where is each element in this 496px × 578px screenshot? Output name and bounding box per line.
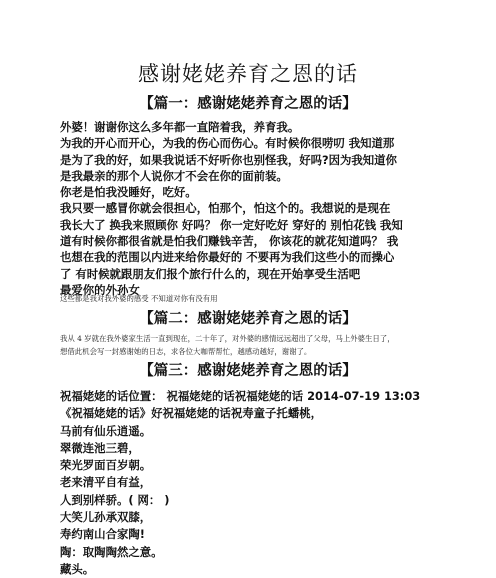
section-1-note: 这些都是我对我外婆的感受 不知道对你有没有用	[60, 294, 218, 303]
section-1-line: 你老是怕我没睡好，吃好。	[60, 185, 197, 200]
section-2-line: 我从 4 岁就在我外婆家生活一直到现在，二十年了，对外婆的感情远远超出了父母，马上外婆生日了，	[60, 334, 395, 343]
section-2-heading: 【篇二：感谢姥姥养育之恩的话】	[139, 310, 357, 327]
section-1-line: 最爱你的外孙女	[60, 282, 140, 297]
section-3-line: 寿约南山合家陶!	[60, 527, 145, 542]
section-1-line: 外婆！谢谢你这么多年都一直陪着我，养育我。	[60, 120, 300, 134]
section-3-line: 祝福姥姥的话位置： 祝福姥姥的话祝福姥姥的话 2014-07-19 13:03	[60, 389, 421, 403]
document-title: 感谢姥姥养育之恩的话	[138, 62, 358, 86]
section-3-line: 《祝福姥姥的话》好祝福姥姥的话祝寿童子托蟠桃，	[60, 406, 322, 421]
section-3-line: 人到别样骄。( 网： )	[60, 492, 170, 507]
section-1-body	[60, 119, 438, 298]
section-3-line: 老来清平自有益，	[60, 475, 152, 490]
section-3-line: 大笑儿孙承双膝，	[60, 510, 152, 525]
section-1-line: 道有时候你都很省就是怕我们赚钱辛苦， 你该花的就花知道吗？ 我	[60, 234, 399, 249]
section-1-line: 我长大了 换我来照顾你 好吗？ 你一定好吃好 穿好的 别怕花钱 我知	[60, 217, 403, 232]
section-3-line: 荣光罗面百岁朝。	[60, 458, 152, 473]
section-3-heading: 【篇三：感谢姥姥养育之恩的话】	[139, 362, 357, 379]
section-3-line: 陶：取陶陶然之意。	[60, 544, 163, 559]
section-1-line: 是为了我的好，如果我说话不好听你也别怪我，好吗?因为我知道你	[60, 152, 397, 167]
section-2-line: 想借此机会写一封感谢她的日志，求各位大咖帮帮忙，越感动越好，谢谢了。	[60, 347, 312, 356]
section-3-line: 马前有仙乐逍遥。	[60, 423, 152, 438]
section-3-body	[60, 388, 438, 578]
section-2-body	[60, 332, 438, 358]
section-1-line: 了 有时候就跟朋友们报个旅行什么的，现在开始享受生活吧	[60, 266, 361, 281]
section-1-line: 为我的开心而开心，为我的伤心而伤心。有时候你很唠叨 我知道那	[60, 136, 395, 151]
section-3-line: 翠微连池三碧，	[60, 440, 140, 455]
section-1-line: 也想在我的范围以内进来给你最好的 不要再为我们这些小的而操心	[60, 250, 395, 265]
section-1-line: 是我最亲的那个人说你才不会在你的面前装。	[60, 168, 288, 183]
section-3-line: 藏头。	[60, 561, 95, 576]
section-1-heading: 【篇一：感谢姥姥养育之恩的话】	[139, 95, 357, 112]
section-1-line: 我只要一感冒你就会很担心，怕那个，怕这个的。我想说的是现在	[60, 201, 391, 216]
